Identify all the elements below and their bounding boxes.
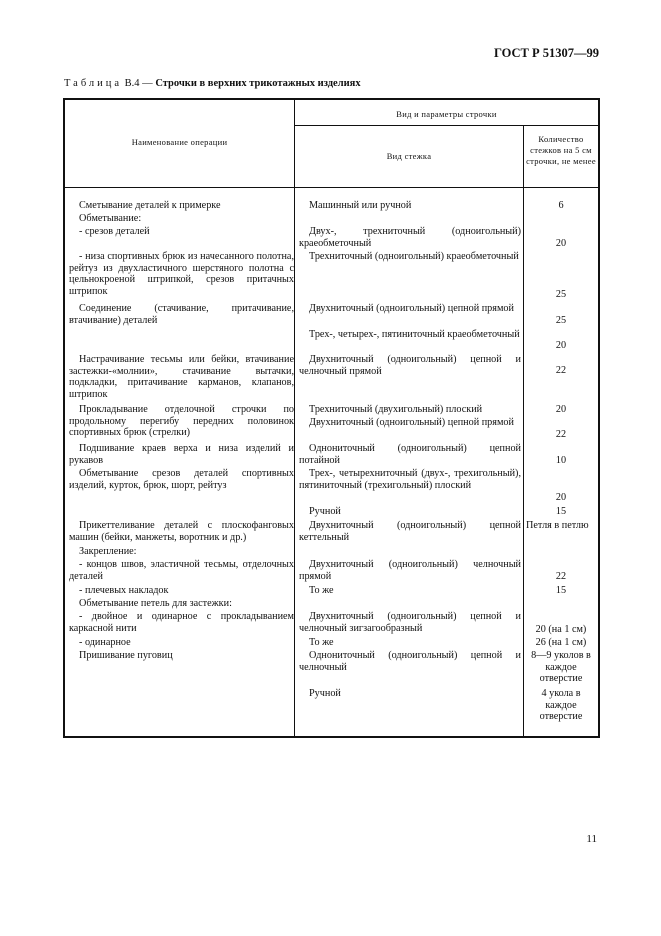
- operation-cell: Обметывание петель для застежки:: [79, 598, 232, 609]
- operation-cell: Закрепление:: [79, 546, 137, 557]
- caption-title: Строчки в верхних трикотажных изделиях: [155, 78, 361, 89]
- operation-cell: Настрачивание тесьмы или бейки, втачивание застежки-«молнии», стачивание вытачки, подкладки, притачивание карманов, клапанов, штрипок: [69, 354, 294, 400]
- operation-cell: - срезов деталей: [79, 226, 150, 237]
- operation-cell: Прикеттеливание деталей с плоскофанговых машин (бейки, манжеты, воротник и др.): [69, 520, 294, 543]
- table-caption: [64, 78, 361, 89]
- count-cell: 22: [555, 571, 567, 582]
- operation-cell: - плечевых накладок: [79, 585, 169, 596]
- count-cell: 15: [555, 506, 567, 517]
- stitch-cell: Ручной: [309, 688, 341, 699]
- stitch-cell: Двухниточный (одноигольный) челночный прямой: [299, 559, 521, 582]
- count-cell: 25: [555, 315, 567, 326]
- operation-cell: - низа спортивных брюк из начесанного полотна, рейтуз из двухластичного шерстяного полотна с цельнокроеной штрипкой, срезов притачных штрипок: [69, 251, 294, 297]
- count-cell: 26 (на 1 см): [535, 637, 587, 648]
- stitch-cell: Однониточный (одноигольный) цепной и челночный: [299, 650, 521, 673]
- count-cell: 6: [558, 200, 564, 211]
- header-divider: [294, 125, 598, 126]
- stitch-cell: Двухниточный (одноигольный) цепной кеттельный: [299, 520, 521, 543]
- operation-cell: - одинарное: [79, 637, 131, 648]
- header-count: Количество стежков на 5 см строчки, не менее: [526, 134, 596, 166]
- count-cell: 20: [555, 404, 567, 415]
- stitch-cell: Трехниточный (одноигольный) краеобметочный: [309, 251, 519, 262]
- stitch-cell: То же: [309, 637, 334, 648]
- operation-cell: Подшивание краев верха и низа изделий и рукавов: [69, 443, 294, 466]
- stitch-cell: Трех-, четырех-, пятиниточный краеобметочный: [309, 329, 520, 340]
- stitch-cell: Двухниточный (одноигольный) цепной прямой: [309, 303, 514, 314]
- count-cell: Петля в петлю: [526, 520, 589, 531]
- count-cell: 8—9 уколов в каждое отверстие: [531, 650, 591, 685]
- operation-cell: Сметывание деталей к примерке: [79, 200, 221, 211]
- stitch-cell: То же: [309, 585, 334, 596]
- stitch-cell: Однониточный (одноигольный) цепной потайной: [299, 443, 521, 466]
- stitch-cell: Трех-, четырехниточный (двух-, трехигольный), пятиниточный (трехигольный) плоский: [299, 468, 521, 491]
- count-cell: 22: [555, 365, 567, 376]
- operation-cell: - двойное и одинарное с прокладыванием каркасной нити: [69, 611, 294, 634]
- header-divider: [65, 187, 598, 188]
- stitch-cell: Трехниточный (двухигольный) плоский: [309, 404, 483, 415]
- count-cell: 20: [555, 238, 567, 249]
- header-params: Вид и параметры строчки: [396, 109, 497, 119]
- operation-cell: Пришивание пуговиц: [79, 650, 173, 661]
- count-cell: 20 (на 1 см): [535, 624, 587, 635]
- stitch-cell: Двух-, трехниточный (одноигольный) краеобметочный: [299, 226, 521, 249]
- column-divider: [294, 100, 295, 736]
- operation-cell: - концов швов, эластичной тесьмы, отделочных деталей: [69, 559, 294, 582]
- stitch-cell: Двухниточный (одноигольный) цепной прямой: [309, 417, 514, 428]
- header-operation: Наименование операции: [131, 137, 228, 147]
- caption-number: В.4 —: [124, 78, 153, 89]
- operation-cell: Соединение (стачивание, притачивание, втачивание) деталей: [69, 303, 294, 326]
- stitch-cell: Ручной: [309, 506, 341, 517]
- header-stitch: Вид стежка: [386, 151, 432, 161]
- count-cell: 10: [555, 455, 567, 466]
- stitch-cell: Двухниточный (одноигольный) цепной и челночный прямой: [299, 354, 521, 377]
- standard-header: ГОСТ Р 51307—99: [493, 46, 599, 60]
- stitch-cell: Машинный или ручной: [309, 200, 412, 211]
- count-cell: 25: [555, 289, 567, 300]
- count-cell: 22: [555, 429, 567, 440]
- operation-cell: Обметывание:: [79, 213, 142, 224]
- stitch-cell: Двухниточный (одноигольный) цепной и челночный зигзагообразный: [299, 611, 521, 634]
- count-cell: 20: [555, 340, 567, 351]
- page-number: 11: [586, 833, 597, 845]
- count-cell: 4 укола в каждое отверстие: [539, 688, 583, 723]
- table: [63, 98, 600, 738]
- count-cell: 20: [555, 492, 567, 503]
- operation-cell: Обметывание срезов деталей спортивных изделий, курток, брюк, шорт, рейтуз: [69, 468, 294, 491]
- caption-label: Таблица: [64, 78, 123, 89]
- operation-cell: Прокладывание отделочной строчки по продольному перегибу передних половинок спортивных брюк (стрелки): [69, 404, 294, 439]
- count-cell: 15: [555, 585, 567, 596]
